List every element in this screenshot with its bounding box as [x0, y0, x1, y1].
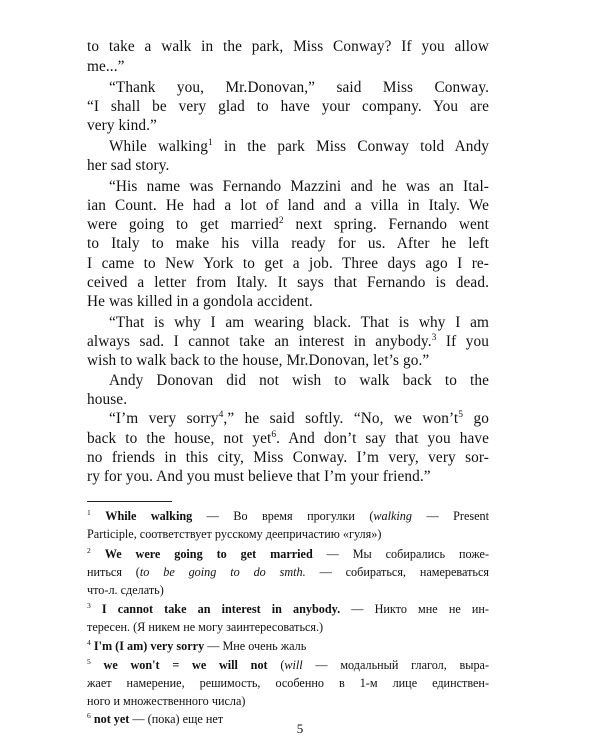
story-line [0, 117, 489, 135]
footnote-3-line [0, 620, 489, 635]
footnote-ref: 2 [278, 215, 284, 226]
text: что-л. сделать) [87, 583, 164, 597]
story-line [0, 178, 489, 196]
footnote-ref: 4 [218, 409, 224, 420]
footnote-term: I cannot take an interest in anybody. [101, 602, 341, 616]
text: go [463, 410, 489, 427]
story-line [0, 79, 489, 97]
text: no friends in this city, Miss Conway. I’m very, very sor- [87, 449, 489, 466]
footnote-5-line [0, 694, 489, 709]
footnote-ref: 6 [271, 429, 277, 440]
text: ry for you. And you must believe that I’m your friend.” [87, 468, 431, 485]
text: жает намерение, решимость, особенно в 1-м лице единствен- [87, 676, 489, 690]
text: her sad story. [87, 157, 170, 174]
text: “I’m very sorry [109, 410, 219, 427]
footnote-2 [0, 547, 489, 562]
footnote-5 [0, 658, 489, 673]
footnote-separator [87, 501, 172, 502]
text: He was killed in a gondola accident. [87, 293, 313, 310]
text: Participle, соответствует русскому деепричастию «гуля») [87, 527, 382, 541]
footnote-number: 2 [87, 545, 91, 555]
text: will [284, 658, 303, 672]
story-line [0, 410, 489, 428]
text: “I shall be very glad to have your company. You are [87, 98, 489, 115]
footnote-2-line [0, 583, 489, 598]
text: me...” [87, 58, 125, 75]
text: ian Count. He had a lot of land and a villa in Italy. We [87, 197, 489, 214]
footnote-1-line [0, 527, 489, 542]
text: “That is why I am wearing black. That is why I am [109, 314, 489, 331]
footnote-4 [0, 639, 489, 654]
story-line [0, 468, 489, 486]
story-line [0, 157, 489, 175]
text: walking [373, 509, 412, 523]
story-line [0, 333, 489, 351]
footnote-term: I'm (I am) very sorry [93, 639, 205, 653]
text: ниться ( [87, 565, 140, 579]
text: ного и множественного числа) [87, 694, 246, 708]
text: next spring. Fernando went [283, 216, 489, 233]
text: If you [436, 333, 490, 350]
footnote-number: 4 [87, 637, 91, 647]
story-line [0, 352, 489, 370]
footnote-term: we won't = we will not [103, 658, 268, 672]
text: — (пока) еще нет [129, 712, 224, 726]
text: wish to walk back to the house, Mr.Donovan, let’s go.” [87, 352, 430, 369]
text: тересен. (Я никем не могу заинтересоваться.) [87, 620, 324, 634]
text: I came to New York to get a job. Three days ago I re- [87, 255, 489, 272]
footnote-number: 6 [87, 710, 91, 720]
text: — Во время прогулки ( [192, 509, 374, 523]
text: — Мы собирались поже- [312, 547, 490, 561]
footnote-2-line [0, 565, 489, 580]
text: in the park Miss Conway told Andy [212, 138, 489, 155]
story-line [0, 138, 489, 156]
story-line [0, 314, 489, 332]
footnote-number: 3 [87, 600, 91, 610]
footnote-term: We were going to get married [104, 547, 313, 561]
story-line [0, 372, 489, 390]
text: ( [267, 658, 285, 672]
story-line [0, 274, 489, 292]
text: back to the house, not yet [87, 430, 272, 447]
story-line [0, 255, 489, 273]
text: — модальный глагол, выра- [302, 658, 490, 672]
text: to be going to do smth. [139, 565, 306, 579]
text: — собираться, намереваться [305, 565, 489, 579]
text: While walking [109, 138, 208, 155]
story-line [0, 216, 489, 234]
story-line [0, 293, 489, 311]
text: — Мне очень жаль [204, 639, 307, 653]
footnote-3 [0, 602, 489, 617]
text: to Italy to make his villa ready for us. After he left [87, 235, 489, 252]
story-line [0, 391, 489, 409]
text: “Thank you, Mr.Donovan,” said Miss Conway. [109, 79, 489, 96]
footnote-term: not yet [93, 712, 130, 726]
story-line [0, 235, 489, 253]
footnote-ref: 5 [458, 409, 464, 420]
footnote-ref: 1 [208, 137, 213, 148]
text: . And don’t say that you have [276, 430, 489, 447]
text: — Present [412, 509, 490, 523]
text: Andy Donovan did not wish to walk back to the [109, 372, 489, 389]
text: house. [87, 391, 128, 408]
footnote-1 [0, 509, 489, 524]
text: were going to get married [87, 216, 279, 233]
story-line [0, 197, 489, 215]
story-line [0, 449, 489, 467]
text: always sad. I cannot take an interest in anybody. [87, 333, 432, 350]
page-number: 5 [296, 721, 304, 736]
text: very kind.” [87, 117, 157, 134]
text: to take a walk in the park, Miss Conway? If you allow [87, 38, 489, 55]
footnote-5-line [0, 676, 489, 691]
text: “His name was Fernando Mazzini and he was an Ital- [109, 178, 489, 195]
story-line [0, 58, 489, 76]
footnote-ref: 3 [431, 332, 437, 343]
text: ,” he said softly. “No, we won’t [223, 410, 459, 427]
text: ceived a letter from Italy. It says that Fernando is dead. [87, 274, 489, 291]
footnote-number: 5 [87, 656, 91, 666]
story-line [0, 38, 489, 56]
story-line [0, 430, 489, 448]
text: — Никто мне не ин- [340, 602, 489, 616]
footnote-term: While walking [105, 509, 193, 523]
footnote-number: 1 [87, 507, 91, 517]
story-line [0, 98, 489, 116]
